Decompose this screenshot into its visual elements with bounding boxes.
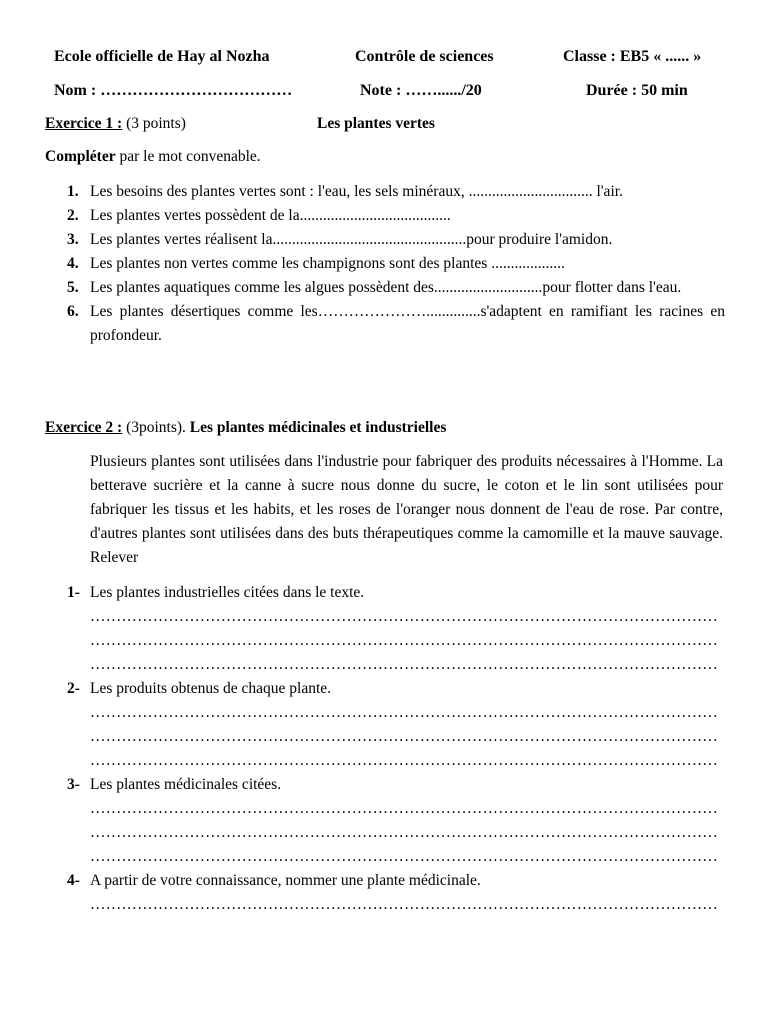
exercise1-points: (3 points) (122, 115, 186, 132)
question-3 (45, 773, 725, 869)
question-heading (45, 869, 725, 893)
item-number: 2. (67, 207, 79, 224)
class-field: Classe : EB5 « ...... » (563, 48, 702, 65)
question-number: 3- (67, 776, 80, 793)
answer-line[interactable]: ………………………………………………………………………………………………………… (90, 656, 718, 673)
item-text: Les plantes non vertes comme les champignons sont des plantes ................... (90, 255, 565, 272)
question-number: 1- (67, 584, 80, 601)
item-number: 3. (67, 231, 79, 248)
answer-line[interactable]: ………………………………………………………………………………………………………… (90, 752, 718, 769)
exercise1-heading (45, 115, 186, 133)
exercise2-label: Exercice 2 : (45, 419, 123, 436)
answer-line[interactable]: ………………………………………………………………………………………………………… (90, 824, 718, 841)
list-item (45, 180, 725, 204)
item-text: Les besoins des plantes vertes sont : l'eau, les sels minéraux, ................................ l'air. (90, 183, 623, 200)
list-item (45, 228, 725, 252)
list-item (45, 252, 725, 276)
question-4 (45, 869, 725, 917)
answer-line[interactable]: ………………………………………………………………………………………………………… (90, 848, 718, 865)
question-text: A partir de votre connaissance, nommer une plante médicinale. (90, 872, 481, 889)
answer-line[interactable]: ………………………………………………………………………………………………………… (90, 896, 718, 913)
item-text: Les plantes désertiques comme les…………………..............s'adaptent en ramifiant les racines en profondeur. (90, 303, 725, 344)
question-text: Les plantes industrielles citées dans le texte. (90, 584, 365, 601)
list-item (45, 300, 725, 348)
answer-line[interactable]: ………………………………………………………………………………………………………… (90, 632, 718, 649)
item-number: 1. (67, 183, 79, 200)
question-number: 4- (67, 872, 80, 889)
instruction-verb: Compléter (45, 148, 116, 165)
name-field: Nom : ……………………………… (54, 82, 293, 99)
instruction-rest: par le mot convenable. (115, 148, 261, 165)
question-text: Les plantes médicinales citées. (90, 776, 282, 793)
exercise2-title: Les plantes médicinales et industrielles (189, 419, 447, 436)
question-heading (45, 773, 725, 797)
item-number: 4. (67, 255, 79, 272)
item-text: Les plantes aquatiques comme les algues possèdent des............................pour flotter dans l'eau. (90, 279, 682, 296)
item-text: Les plantes vertes possèdent de la....................................... (90, 207, 451, 224)
item-text: Les plantes vertes réalisent la..................................................pour produire l'amidon. (90, 231, 613, 248)
question-2 (45, 677, 725, 773)
item-number: 6. (67, 303, 79, 320)
answer-line[interactable]: ………………………………………………………………………………………………………… (90, 704, 718, 721)
answer-line[interactable]: ………………………………………………………………………………………………………… (90, 800, 718, 817)
exercise2-points: (3points). (122, 419, 190, 436)
exercise1-list (45, 180, 725, 348)
list-item (45, 204, 725, 228)
exercise1-label: Exercice 1 : (45, 115, 123, 132)
answer-line[interactable]: ………………………………………………………………………………………………………… (90, 728, 718, 745)
question-heading (45, 581, 725, 605)
item-number: 5. (67, 279, 79, 296)
exercise2-paragraph: Plusieurs plantes sont utilisées dans l'industrie pour fabriquer des produits nécessaires à l'Homme. La betterave sucrière et la canne à sucre nous donne du sucre, le coton et le lin sont utilisées pour fabriquer les tissus et les habits, et les roses de l'oranger nous donnent de l'eau de rose. Par contre, d'autres plantes sont utilisées dans des buts thérapeutiques comme la camomille et la mauve sauvage. Relever (90, 453, 723, 566)
duration-field: Durée : 50 min (586, 82, 688, 99)
answer-line[interactable]: ………………………………………………………………………………………………………… (90, 608, 718, 625)
question-1 (45, 581, 725, 677)
list-item (45, 276, 725, 300)
question-number: 2- (67, 680, 80, 697)
school-name: Ecole officielle de Hay al Nozha (54, 48, 270, 65)
question-heading (45, 677, 725, 701)
exercise1-title: Les plantes vertes (317, 115, 435, 132)
question-text: Les produits obtenus de chaque plante. (90, 680, 332, 697)
grade-field: Note : ……....../20 (360, 82, 482, 99)
test-subject: Contrôle de sciences (355, 48, 494, 65)
exercise1-instruction (45, 148, 261, 166)
exercise2-heading (45, 419, 446, 437)
